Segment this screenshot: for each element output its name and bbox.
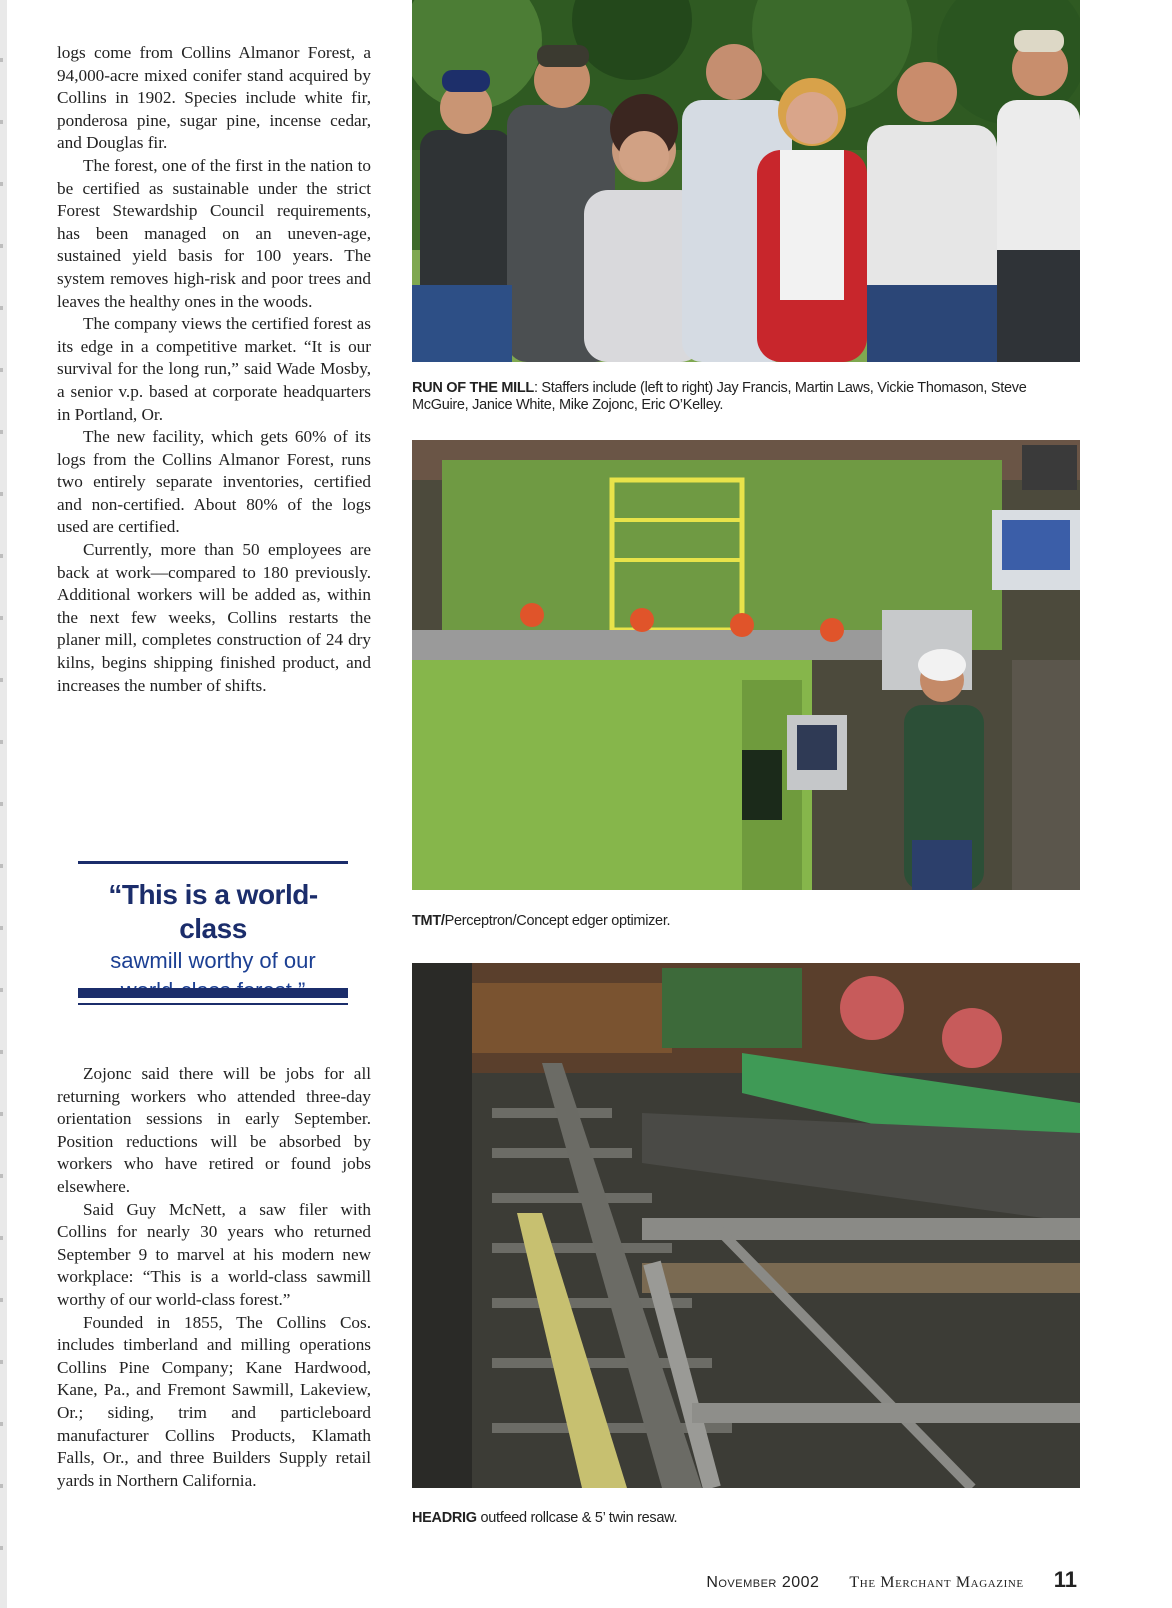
staff-photo-illustration xyxy=(412,0,1080,362)
caption-lead: HEADRIG xyxy=(412,1510,477,1526)
magazine-name: The Merchant Magazine xyxy=(849,1574,1024,1591)
article-paragraph: Currently, more than 50 employees are back at work—compared to 180 previously. Additional workers will be added as, within the next few weeks, Collins restarts the planer mill, completes construction of 24 dry kilns, begins shipping finished product, and increases the number of shifts. xyxy=(57,540,371,695)
page-spine-ticks xyxy=(0,0,3,1608)
article-paragraph: logs come from Collins Almanor Forest, a 94,000-acre mixed conifer stand acquired by Collins in 1902. Species include white fir, ponderosa pine, sugar pine, incense cedar, and Douglas fir. xyxy=(57,43,371,153)
edger-photo-caption xyxy=(412,913,1080,930)
page-footer xyxy=(706,1567,1077,1593)
article-paragraph: Zojonc said there will be jobs for all returning workers who attended three-day orientation sessions in early September. Position reductions will be absorbed by workers who have retired or found jobs elsewhere. xyxy=(57,1064,371,1196)
page-number: 11 xyxy=(1053,1567,1077,1592)
issue-date: November 2002 xyxy=(706,1574,820,1591)
staff-photo-caption xyxy=(412,380,1080,414)
article-paragraph: The new facility, which gets 60% of its logs from the Collins Almanor Forest, runs two entirely separate inventories, certified and non-certified. About 80% of the logs used are certified. xyxy=(57,427,371,537)
article-paragraph: The company views the certified forest as its edge in a competitive market. “It is our survival for the long run,” said Wade Mosby, a senior v.p. based at corporate headquarters in Portland, Or. xyxy=(57,314,371,424)
article-paragraph: Founded in 1855, The Collins Cos. includes timberland and milling operations Collins Pine Company; Kane Hardwood, Kane, Pa., and Fremont Sawmill, Lakeview, Or.; siding, trim and particleboard manufacturer Collins Products, Klamath Falls, Or., and three Builders Supply retail yards in Northern California. xyxy=(57,1312,371,1490)
article-column-bottom xyxy=(57,1063,371,1492)
edger-photo-illustration xyxy=(412,440,1080,890)
staff-group-photo xyxy=(412,0,1080,362)
pullquote-rule-top xyxy=(78,861,348,864)
article-paragraph: Said Guy McNett, a saw filer with Collins for nearly 30 years who returned September 9 to marvel at his modern new workplace: “This is a world-class sawmill worthy of our world-class forest.” xyxy=(57,1199,371,1309)
headrig-photo-caption xyxy=(412,1510,1080,1527)
caption-lead: RUN OF THE MILL xyxy=(412,380,534,396)
pullquote-line-2: sawmill worthy of our xyxy=(110,948,316,973)
pullquote-rule-bottom xyxy=(78,988,348,998)
caption-text: Perceptron/Concept edger optimizer. xyxy=(444,913,671,929)
caption-text: outfeed rollcase & 5’ twin resaw. xyxy=(476,1510,678,1526)
caption-lead: TMT/ xyxy=(412,913,445,929)
article-paragraph: The forest, one of the first in the nation to be certified as sustainable under the strict Forest Stewardship Council requirements, has been managed on an uneven-age, sustained yield basis for 100 years. The system removes high-risk and poor trees and leaves the healthy ones in the woods. xyxy=(57,155,371,311)
headrig-rollcase-photo xyxy=(412,963,1080,1488)
caption-text: : Staffers include (left to right) Jay Francis, Martin Laws, Vickie Thomason, Steve McGuire, Janice White, Mike Zojonc, Eric O’Kelley. xyxy=(412,380,1027,413)
edger-optimizer-photo xyxy=(412,440,1080,890)
article-column-top xyxy=(57,42,371,697)
pullquote xyxy=(78,878,348,1006)
pullquote-line-1: “This is a world-class xyxy=(108,879,318,944)
pullquote-rule-underline xyxy=(78,1003,348,1005)
headrig-photo-illustration xyxy=(412,963,1080,1488)
